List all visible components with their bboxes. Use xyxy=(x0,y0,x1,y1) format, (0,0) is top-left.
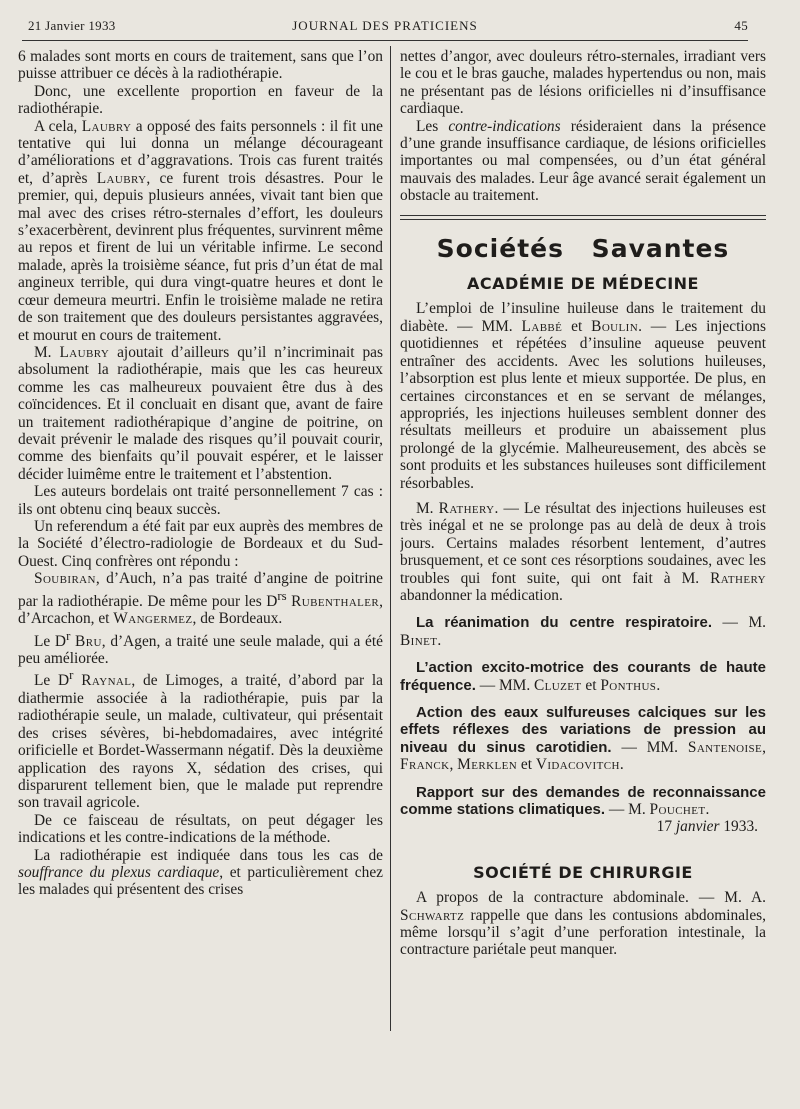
article: A propos de la contracture abdominale. — M. A. Schwartz rappelle que dans les contusions abdominales, même lorsqu’il s’agit d’une perforation intestinale, la contracture pariétale peut manquer. xyxy=(400,889,766,959)
article: L’action excito-motrice des courants de haute fréquence. — MM. Cluzet et Ponthus. xyxy=(400,659,766,694)
right-column xyxy=(400,48,766,1088)
paragraph: Soubiran, d’Auch, n’a pas traité d’angine de poitrine par la radiothérapie. De même pour les $D^{rs}$ Rubenthaler, d’Arcachon, et Wangermez, de Bordeaux. xyxy=(18,570,383,628)
academie-heading: ACADÉMIE DE MÉDECINE xyxy=(467,274,699,294)
article: La réanimation du centre respiratoire. — M. Binet. xyxy=(400,614,766,649)
paragraph: La radiothérapie est indiquée dans tous les cas de souffrance du plexus cardiaque, et particulièrement chez les malades qui présentent des crises xyxy=(18,846,383,899)
author-name: Merklen xyxy=(457,756,518,774)
author-name: Rathery xyxy=(438,499,495,517)
paragraph: Les contre-indications résideraient dans la présence d’une grande insuffisance cardiaque, de lésions orificielles importantes ou mal compensées, ou d’un état général mauvais des malades. Leur âge avancé serait également un obstacle au traitement. xyxy=(400,117,766,205)
author-name: Boulin xyxy=(591,317,639,335)
article: Rapport sur des demandes de reconnaissance comme stations climatiques. — M. Pouchet. xyxy=(400,783,766,819)
article-title: La réanimation du centre respiratoire. xyxy=(416,614,712,632)
paragraph: Les auteurs bordelais ont traité personnellement 7 cas : ils ont obtenu cinq beaux succès. xyxy=(18,483,383,518)
article: L’emploi de l’insuline huileuse dans le traitement du diabète. — MM. Labbé et Boulin. — Les injections quotidiennes et répétées d’insuline aqueuse peuvent entraîner des accidents. Avec les solutions huileuses, l’absorption est plus lente et mieux supportée. De plus, en certaines circonstances et en se servant de mélanges, appropriés, les injections huileuses semblent donner des résultats meilleurs et produire un abaissement plus prolongé de la glycémie. Malheureusement, des abcès se sont produits et les substances huileuses sont difficilement résorbables. xyxy=(400,300,766,492)
paragraph: Le $D^r$ Bru, d’Agen, a traité une seule malade, qui a été peu améliorée. xyxy=(18,628,383,668)
article-title: L’action excito-motrice des courants de haute fréquence. xyxy=(400,659,766,694)
author-name: Binet xyxy=(400,631,438,649)
paragraph: Donc, une excellente proportion en faveur de la radiothérapie. xyxy=(18,82,383,118)
author-name: Bru xyxy=(75,632,102,650)
author-name: Laubry xyxy=(96,169,147,187)
author-name: Laubry xyxy=(81,117,132,135)
paragraph: 6 malades sont morts en cours de traitement, sans que l’on puisse attribuer ce décès à la radiothérapie. xyxy=(18,48,383,83)
paragraph: M. Laubry ajoutait d’ailleurs qu’il n’incriminait pas absolument la radiothérapie, mais que les cas heureux comme les cas malheureux pouvaient être dus à des coïncidences. Et il concluait en disant que, avant de faire un traitement radiothérapique d’angine de poitrine, on devait prévenir le malade des risques qu’il pouvait courir, comme des bienfaits qu’il pouvait espérer, et le laisser décider luimême entre le traitement et l’abstention. xyxy=(18,343,383,483)
header-journal-title: JOURNAL DES PRATICIENS xyxy=(292,18,478,33)
author-name: Wangermez xyxy=(113,610,193,628)
article-title: A propos de la contracture abdominale. xyxy=(416,889,689,907)
author-name: Raynal xyxy=(81,672,132,690)
left-column xyxy=(18,48,383,1088)
article-title: L’emploi de l’insuline huileuse dans le traitement du diabète. xyxy=(400,300,766,335)
column-divider xyxy=(390,46,391,1031)
author-name: Franck xyxy=(400,756,450,774)
session-date: 17 janvier 1933. xyxy=(656,818,758,836)
article-discussion: M. Rathery. — Le résultat des injections huileuses est très inégal et ne se prolonge pas au delà de deux à trois jours. Certains malades résorbent lentement, d’autres brusquement, et ce sont ces résorptions soudaines, avec les troubles qui font suite, qui ont fait à M. Rathery abandonner la médication. xyxy=(400,499,766,604)
author-name: Vidacovitch xyxy=(535,756,620,774)
author-name: Soubiran xyxy=(34,570,96,588)
author-name: Ponthus xyxy=(600,676,657,694)
author-name: Santenoise xyxy=(687,738,763,756)
author-name: Rathery xyxy=(710,569,766,587)
paragraph: nettes d’angor, avec douleurs rétro-sternales, irradiant vers le cou et le bras gauche, malades hypertendus ou non, mais ne présentant pas de lésions orificielles ni d’insuffisance cardiaque. xyxy=(400,48,766,118)
paragraph: Un referendum a été fait par eux auprès des membres de la Société d’électro-radiologie de Bordeaux et du Sud-Ouest. Cinq confrères ont répondu : xyxy=(18,517,383,570)
section-rule xyxy=(400,215,766,220)
header-date: 21 Janvier 1933 xyxy=(28,18,116,33)
chirurgie-heading: SOCIÉTÉ DE CHIRURGIE xyxy=(473,862,693,882)
article-title: Action des eaux sulfureuses calciques sur les effets réflexes des variations de pression au niveau du sinus carotidien. xyxy=(400,704,766,756)
paragraph: A cela, Laubry a opposé des faits personnels : il fit une tentative qui lui donna un mélange décourageant d’améliorations et d’aggravations. Trois cas furent traités et, d’après Laubry, ce furent trois désastres. Pour le premier, qui, depuis plusieurs années, vivait tant bien que mal avec des crises rétro-sternales d’effort, les douleurs s’exacerbèrent, devinrent plus fréquentes, survinrent même au repos et firent de lui un véritable infirme. Le second malade, après la troisième séance, fut pris d’un état de mal angineux terrible, qui dura vingt-quatre heures et dont le cœur demeura meurtri. Enfin le troisième malade ne retira de son traitement que des douleurs persistantes aggravées, et mourut en cours de traitement. xyxy=(18,117,383,344)
author-name: Labbé xyxy=(521,317,563,335)
paragraph: Le $D^r$ Raynal, de Limoges, a traité, d’abord par la diathermie associée à la radiothérapie, puis par la radiothérapie seule, un malade, cultivateur, qui présentait des crises sévères, bi-hebdomadaires, avec intégrité orificielle et Bordet-Wassermann négatif. Dès la deuxième application des rayons X, sédation des crises, qui disparurent tellement bien, que le malade put reprendre son travail agricole. xyxy=(18,668,383,812)
article: Action des eaux sulfureuses calciques sur les effets réflexes des variations de pression au niveau du sinus carotidien. — MM. Santenoise, Franck, Merklen et Vidacovitch. xyxy=(400,704,766,774)
running-header xyxy=(22,16,748,41)
author-name: Laubry xyxy=(59,343,110,361)
author-name: Pouchet xyxy=(649,801,706,819)
author-name: Rubenthaler xyxy=(291,592,380,610)
author-name: Schwartz xyxy=(400,906,465,924)
paragraph: De ce faisceau de résultats, on peut dégager les indications et les contre-indications de la méthode. xyxy=(18,811,383,847)
article-title: Rapport sur des demandes de reconnaissance comme stations climatiques. xyxy=(400,783,766,819)
author-name: Cluzet xyxy=(534,676,582,694)
header-page-number: 45 xyxy=(734,18,748,33)
section-title: Sociétés Savantes xyxy=(436,233,730,263)
